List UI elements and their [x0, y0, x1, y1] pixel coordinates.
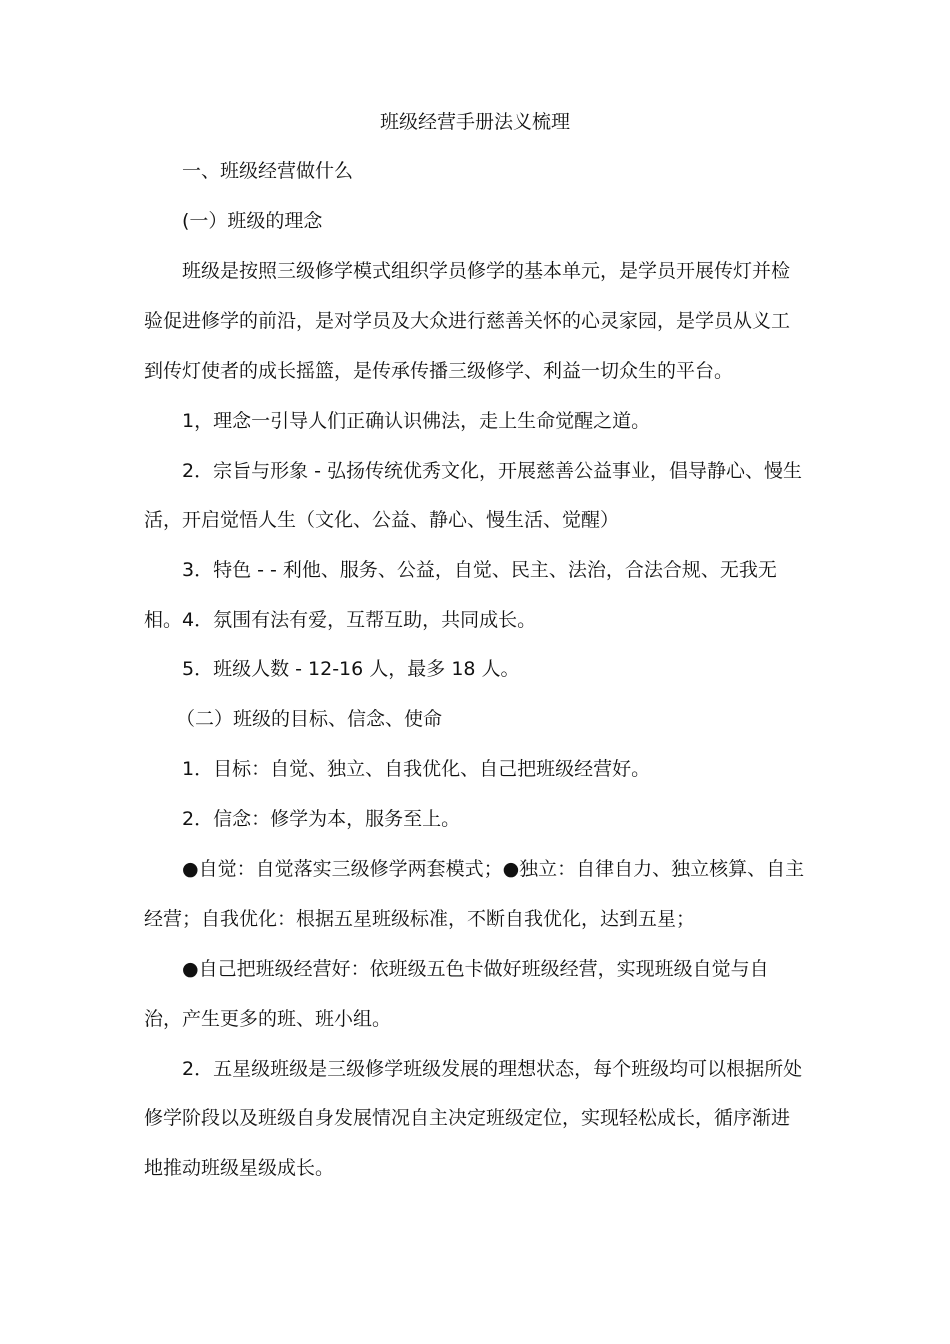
document-title: 班级经营手册法义梳理: [379, 111, 570, 133]
section-heading: 一、班级经营做什么: [182, 160, 354, 182]
paragraph-line: 1．目标：自觉、独立、自我优化、自己把班级经营好。: [182, 758, 651, 780]
paragraph-line: 经营；自我优化：根据五星班级标准，不断自我优化，达到五星；: [144, 908, 696, 930]
paragraph-line: 5．班级人数 - 12-16 人，最多 18 人。: [182, 658, 520, 680]
paragraph-line: 验促进修学的前沿，是对学员及大众进行慈善关怀的心灵家园，是学员从义工: [144, 310, 791, 332]
paragraph-line: 2．五星级班级是三级修学班级发展的理想状态，每个班级均可以根据所处: [182, 1058, 803, 1080]
paragraph-line: 到传灯使者的成长摇篮，是传承传播三级修学、利益一切众生的平台。: [144, 360, 734, 382]
paragraph-line: 2．信念：修学为本，服务至上。: [182, 808, 461, 830]
paragraph-line: 2．宗旨与形象 - 弘扬传统优秀文化，开展慈善公益事业，倡导静心、慢生: [182, 460, 803, 482]
paragraph-line: 1，理念一引导人们正确认识佛法，走上生命觉醒之道。: [182, 410, 651, 432]
paragraph-line: 相。4．氛围有法有爱，互帮互助，共同成长。: [144, 609, 537, 631]
paragraph-line: 班级是按照三级修学模式组织学员修学的基本单元，是学员开展传灯并检: [182, 260, 791, 282]
paragraph-line: 活，开启觉悟人生（文化、公益、静心、慢生活、觉醒）: [144, 509, 620, 531]
paragraph-line: 地推动班级星级成长。: [144, 1157, 335, 1179]
paragraph-line: ●自觉：自觉落实三级修学两套模式；●独立：自律自力、独立核算、自主: [182, 858, 805, 880]
paragraph-line: 修学阶段以及班级自身发展情况自主决定班级定位，实现轻松成长，循序渐进: [144, 1107, 791, 1129]
paragraph-line: ●自己把班级经营好：依班级五色卡做好班级经营，实现班级自觉与自: [182, 958, 769, 980]
subsection-heading: (一）班级的理念: [182, 210, 323, 232]
paragraph-line: 治，产生更多的班、班小组。: [144, 1008, 392, 1030]
paragraph-line: 3．特色 - - 利他、服务、公益，自觉、民主、法治，合法合规、无我无: [182, 559, 777, 581]
subsection-heading: （二）班级的目标、信念、使命: [176, 708, 443, 730]
